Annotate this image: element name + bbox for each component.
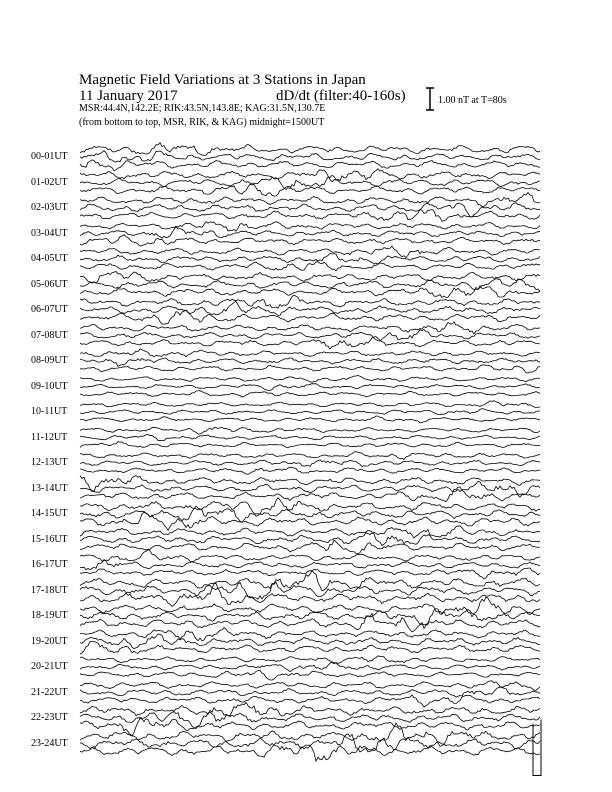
hour-label-19-20UT: 19-20UT [31, 635, 68, 647]
trace-23-24UT-KAG [80, 723, 540, 746]
trace-07-08UT-MSR [80, 337, 540, 349]
trace-04-05UT-MSR [80, 262, 540, 271]
trace-07-08UT-KAG [80, 322, 540, 334]
trace-20-21UT-RIK [80, 662, 540, 672]
trace-10-11UT-MSR [80, 416, 540, 423]
trace-09-10UT-KAG [80, 375, 540, 382]
trace-15-16UT-MSR [80, 540, 540, 553]
trace-06-07UT-KAG [80, 295, 540, 308]
trace-11-12UT-MSR [80, 442, 540, 448]
trace-18-19UT-MSR [80, 613, 540, 632]
hour-label-09-10UT: 09-10UT [31, 380, 68, 392]
trace-08-09UT-MSR [80, 365, 540, 373]
hour-label-00-01UT: 00-01UT [31, 151, 68, 162]
trace-09-10UT-RIK [80, 384, 540, 391]
chart-title: Magnetic Field Variations at 3 Stations in Japan [79, 72, 366, 88]
hour-label-02-03UT: 02-03UT [31, 202, 68, 213]
hour-label-08-09UT: 08-09UT [31, 355, 68, 366]
trace-14-15UT-RIK [80, 506, 540, 522]
trace-15-16UT-KAG [80, 526, 540, 538]
trace-18-19UT-KAG [80, 597, 540, 617]
trace-14-15UT-KAG [80, 498, 540, 517]
trace-20-21UT-KAG [80, 656, 540, 664]
hour-label-05-06UT: 05-06UT [31, 278, 68, 290]
trace-05-06UT-RIK [80, 279, 540, 292]
trace-15-16UT-RIK [80, 533, 540, 546]
chart-date: 11 January 2017 [79, 88, 178, 104]
trace-16-17UT-RIK [80, 560, 540, 570]
trace-02-03UT-RIK [80, 203, 540, 217]
trace-10-11UT-RIK [80, 409, 540, 415]
trace-05-06UT-KAG [80, 272, 540, 284]
trace-13-14UT-RIK [80, 481, 540, 497]
hour-label-12-13UT: 12-13UT [31, 457, 68, 468]
trace-19-20UT-RIK [80, 634, 540, 649]
trace-11-12UT-RIK [80, 434, 540, 440]
trace-12-13UT-KAG [80, 452, 540, 460]
trace-00-01UT-RIK [80, 151, 540, 162]
trace-20-21UT-MSR [80, 671, 540, 681]
hour-label-14-15UT: 14-15UT [31, 508, 68, 519]
scale-bar-label: 1.00 nT at T=80s [438, 95, 507, 106]
hour-label-16-17UT: 16-17UT [31, 559, 68, 570]
trace-09-10UT-MSR [80, 391, 540, 397]
station-order-note: (from bottom to top, MSR, RIK, & KAG) midnight=1500UT [79, 117, 325, 128]
trace-end-deflection [533, 720, 541, 776]
trace-14-15UT-MSR [80, 512, 540, 530]
trace-04-05UT-KAG [80, 246, 540, 258]
hour-label-15-16UT: 15-16UT [31, 533, 68, 545]
trace-06-07UT-RIK [80, 301, 540, 315]
trace-00-01UT-KAG [80, 143, 540, 156]
hour-label-03-04UT: 03-04UT [31, 227, 68, 239]
chart-component: dD/dt (filter:40-160s) [276, 88, 406, 104]
trace-08-09UT-KAG [80, 349, 540, 357]
trace-02-03UT-KAG [80, 193, 540, 207]
hour-label-11-12UT: 11-12UT [31, 431, 68, 443]
trace-21-22UT-MSR [80, 695, 540, 707]
trace-06-07UT-MSR [80, 310, 540, 324]
trace-23-24UT-MSR [80, 745, 540, 761]
trace-03-04UT-KAG [80, 222, 540, 232]
trace-10-11UT-KAG [80, 401, 540, 408]
hour-label-06-07UT: 06-07UT [31, 304, 68, 315]
hour-label-10-11UT: 10-11UT [31, 406, 68, 417]
hour-label-23-24UT: 23-24UT [31, 737, 68, 749]
trace-22-23UT-RIK [80, 712, 540, 729]
hour-label-04-05UT: 04-05UT [31, 253, 68, 264]
trace-00-01UT-MSR [80, 160, 540, 171]
trace-12-13UT-MSR [80, 467, 540, 474]
hour-label-18-19UT: 18-19UT [31, 610, 68, 621]
trace-12-13UT-RIK [80, 460, 540, 467]
trace-02-03UT-MSR [80, 209, 540, 221]
hour-label-20-21UT: 20-21UT [31, 661, 68, 672]
hour-label-17-18UT: 17-18UT [31, 584, 68, 596]
trace-group [80, 143, 541, 776]
trace-21-22UT-KAG [80, 681, 540, 691]
trace-03-04UT-RIK [80, 227, 540, 239]
scale-bar [426, 88, 434, 110]
trace-16-17UT-KAG [80, 550, 540, 562]
hour-label-22-23UT: 22-23UT [31, 712, 68, 723]
hour-label-21-22UT: 21-22UT [31, 686, 68, 698]
trace-01-02UT-KAG [80, 169, 540, 182]
hour-label-13-14UT: 13-14UT [31, 482, 68, 494]
trace-08-09UT-RIK [80, 358, 540, 367]
trace-22-23UT-MSR [80, 719, 540, 737]
trace-04-05UT-RIK [80, 253, 540, 264]
trace-17-18UT-KAG [80, 571, 540, 591]
trace-23-24UT-RIK [80, 734, 540, 752]
hour-label-01-02UT: 01-02UT [31, 176, 68, 188]
hour-label-07-08UT: 07-08UT [31, 329, 68, 341]
trace-11-12UT-KAG [80, 427, 540, 434]
trace-03-04UT-MSR [80, 235, 540, 246]
station-coordinates: MSR:44.4N,142.2E; RIK:43.5N,143.8E; KAG:31.5N,130.7E [79, 103, 326, 114]
